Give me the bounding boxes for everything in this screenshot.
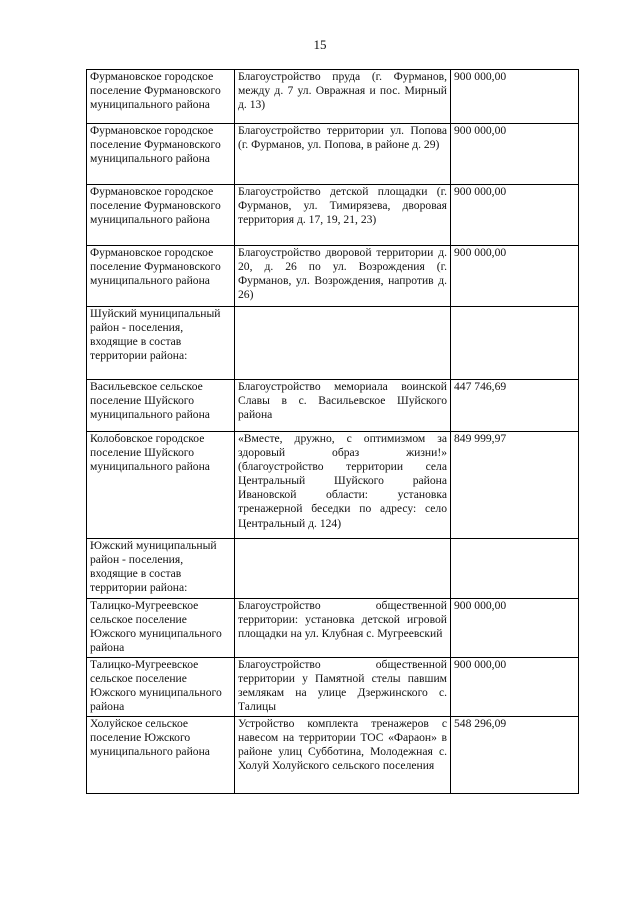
- table-row: [87, 70, 579, 124]
- project-cell: Благоустройство детской площадки (г. Фурманов, ул. Тимирязева, дворовая территория д. 17, 19, 21, 23): [235, 185, 451, 246]
- table-row: [87, 246, 579, 307]
- project-cell: Благоустройство мемориала воинской Славы в с. Васильевское Шуйского района: [235, 380, 451, 432]
- amount-cell: 548 296,09: [451, 717, 579, 794]
- municipality-cell: Фурмановское городское поселение Фурмановского муниципального района: [87, 185, 235, 246]
- project-cell: [235, 307, 451, 380]
- municipality-cell: Талицко-Мугреевское сельское поселение Южского муниципального района: [87, 658, 235, 717]
- project-cell: Благоустройство дворовой территории д. 20, д. 26 по ул. Возрождения (г. Фурманов, ул. Возрождения, напротив д. 26): [235, 246, 451, 307]
- amount-cell: 900 000,00: [451, 124, 579, 185]
- project-cell: [235, 539, 451, 599]
- municipality-cell: Фурмановское городское поселение Фурмановского муниципального района: [87, 124, 235, 185]
- amount-cell: 900 000,00: [451, 70, 579, 124]
- municipality-cell: Фурмановское городское поселение Фурмановского муниципального района: [87, 70, 235, 124]
- project-cell: Благоустройство общественной территории: установка детской игровой площадки на ул. Клубная с. Мугреевский: [235, 599, 451, 658]
- section-heading-cell: Южский муниципальный район - поселения, входящие в состав территории района:: [87, 539, 235, 599]
- project-cell: Благоустройство общественной территории у Памятной стелы павшим землякам на улице Дзержинского с. Талицы: [235, 658, 451, 717]
- municipality-cell: Колобовское городское поселение Шуйского муниципального района: [87, 432, 235, 539]
- amount-cell: [451, 539, 579, 599]
- project-cell: «Вместе, дружно, с оптимизмом за здоровый образ жизни!» (благоустройство территории села Центральный Шуйского района Ивановской области: установка тренажерной беседки по адресу: село Центральный д. 124): [235, 432, 451, 539]
- amount-cell: 900 000,00: [451, 185, 579, 246]
- amount-cell: 900 000,00: [451, 599, 579, 658]
- table-row: [87, 432, 579, 539]
- section-heading-cell: Шуйский муниципальный район - поселения, входящие в состав территории района:: [87, 307, 235, 380]
- amount-cell: 849 999,97: [451, 432, 579, 539]
- amount-cell: 447 746,69: [451, 380, 579, 432]
- section-row: [87, 539, 579, 599]
- table-row: [87, 658, 579, 717]
- municipality-cell: Талицко-Мугреевское сельское поселение Южского муниципального района: [87, 599, 235, 658]
- project-cell: Благоустройство пруда (г. Фурманов, между д. 7 ул. Овражная и пос. Мирный д. 13): [235, 70, 451, 124]
- project-cell: Устройство комплекта тренажеров с навесом на территории ТОС «Фараон» в районе улиц Субботина, Молодежная с. Холуй Холуйского сельского поселения: [235, 717, 451, 794]
- page-number: 15: [313, 37, 327, 52]
- table-row: [87, 124, 579, 185]
- amount-cell: 900 000,00: [451, 246, 579, 307]
- table-row: [87, 185, 579, 246]
- table-row: [87, 380, 579, 432]
- project-cell: Благоустройство территории ул. Попова (г. Фурманов, ул. Попова, в районе д. 29): [235, 124, 451, 185]
- funding-table: [86, 69, 579, 794]
- amount-cell: 900 000,00: [451, 658, 579, 717]
- section-row: [87, 307, 579, 380]
- amount-cell: [451, 307, 579, 380]
- table-row: [87, 717, 579, 794]
- table-row: [87, 599, 579, 658]
- municipality-cell: Холуйское сельское поселение Южского муниципального района: [87, 717, 235, 794]
- municipality-cell: Васильевское сельское поселение Шуйского муниципального района: [87, 380, 235, 432]
- municipality-cell: Фурмановское городское поселение Фурмановского муниципального района: [87, 246, 235, 307]
